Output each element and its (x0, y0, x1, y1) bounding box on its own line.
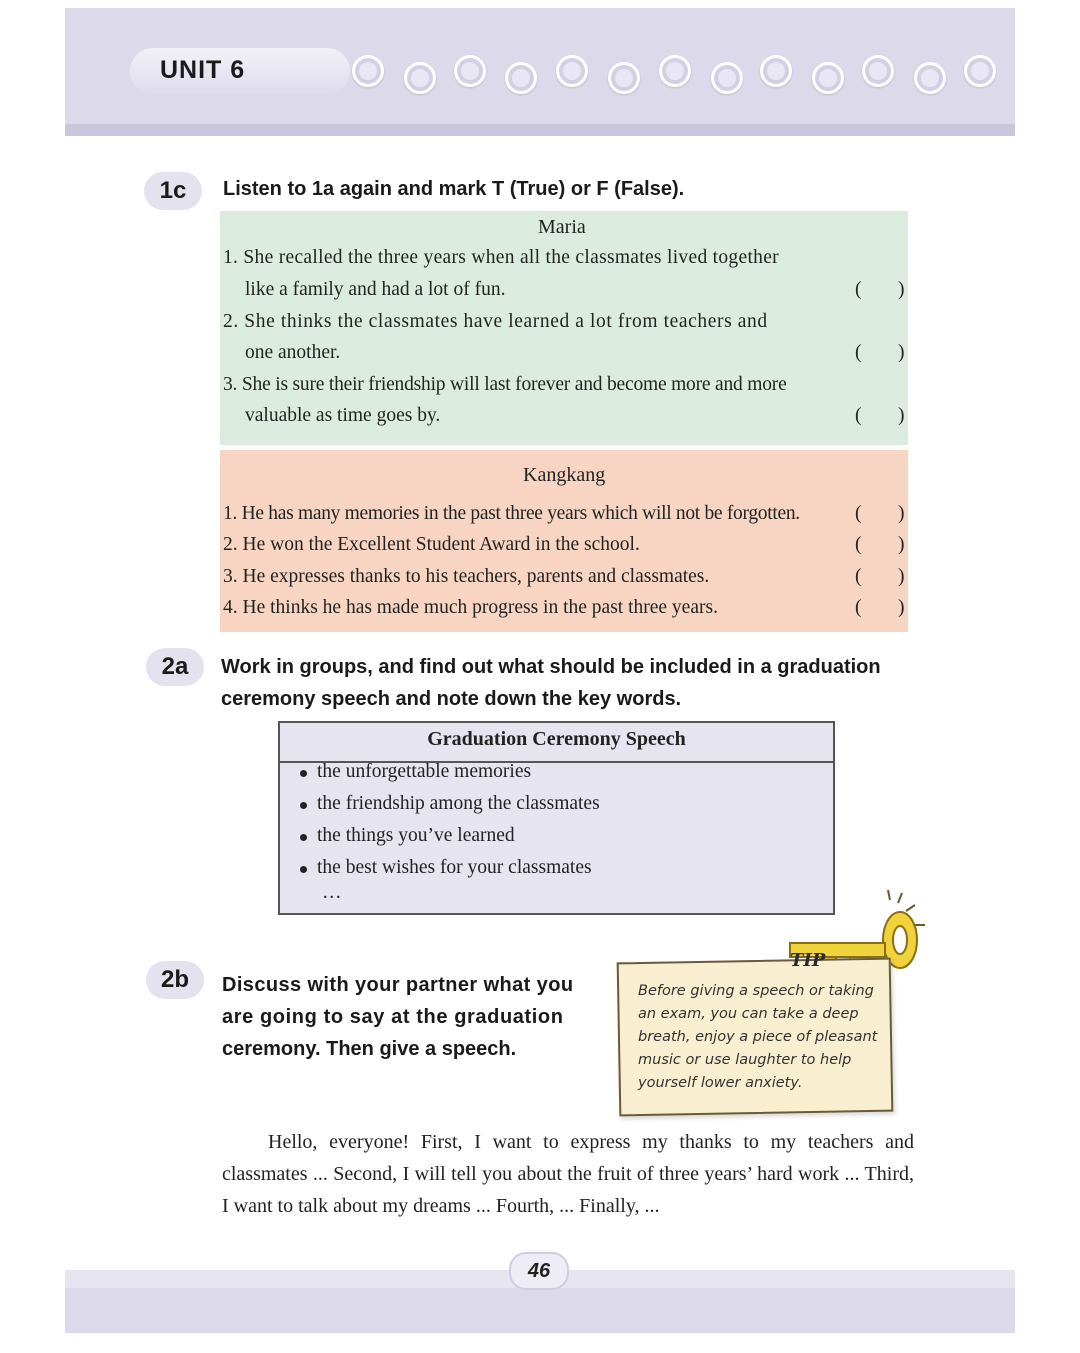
section-badge-1c: 1c (144, 172, 202, 210)
kangkang-item-2: 2. He won the Excellent Student Award in the school. (223, 534, 640, 555)
unit-label: UNIT 6 (160, 56, 246, 84)
bullet-dot (300, 834, 307, 841)
answer-paren-left: ( (855, 503, 862, 524)
graduation-speech-title: Graduation Ceremony Speech (427, 728, 686, 750)
answer-paren-right: ) (898, 503, 905, 524)
answer-paren-right: ) (898, 597, 905, 618)
maria-heading: Maria (538, 216, 586, 238)
answer-paren-right: ) (898, 342, 905, 363)
answer-paren-left: ( (855, 534, 862, 555)
page-number: 46 (509, 1252, 569, 1290)
section-badge-2a: 2a (146, 648, 204, 686)
speech-points-ellipsis: … (322, 882, 342, 903)
maria-item-1-line2: like a family and had a lot of fun. (245, 279, 506, 300)
ring-decoration (608, 62, 640, 94)
ring-decoration (505, 62, 537, 94)
tip-line: an exam, you can take a deep (638, 1006, 859, 1022)
ring-decoration (862, 55, 894, 87)
answer-paren-right: ) (898, 405, 905, 426)
sample-speech (222, 1126, 914, 1222)
tip-label: TIP (790, 950, 826, 971)
maria-item-1-line1: 1. She recalled the three years when all the classmates lived together (223, 247, 779, 268)
maria-item-2-line1: 2. She thinks the classmates have learned a lot from teachers and (223, 311, 768, 332)
answer-paren-left: ( (855, 342, 862, 363)
maria-item-2-line2: one another. (245, 342, 341, 363)
instruction-2a-line2: ceremony speech and note down the key words. (221, 688, 682, 710)
answer-paren-right: ) (898, 534, 905, 555)
bullet-dot (300, 802, 307, 809)
answer-paren-left: ( (855, 405, 862, 426)
tip-line: music or use laughter to help (638, 1052, 852, 1068)
answer-paren-right: ) (898, 279, 905, 300)
ring-decoration (352, 55, 384, 87)
speech-point-4: the best wishes for your classmates (317, 857, 592, 878)
maria-item-3-line2: valuable as time goes by. (245, 405, 441, 426)
kangkang-heading: Kangkang (523, 464, 606, 486)
answer-paren-right: ) (898, 566, 905, 587)
section-badge-2b: 2b (146, 961, 204, 999)
instruction-1c: Listen to 1a again and mark T (True) or F (False). (223, 178, 685, 200)
kangkang-item-3: 3. He expresses thanks to his teachers, parents and classmates. (223, 566, 710, 587)
ring-decoration (454, 55, 486, 87)
kangkang-item-1: 1. He has many memories in the past three years which will not be forgotten. (223, 503, 800, 524)
answer-paren-left: ( (855, 566, 862, 587)
header-strip (65, 124, 1015, 136)
speech-point-1: the unforgettable memories (317, 761, 532, 782)
bullet-dot (300, 866, 307, 873)
tip-line: Before giving a speech or taking (638, 983, 874, 999)
instruction-2b-line2: are going to say at the graduation (222, 1006, 564, 1028)
kangkang-item-4: 4. He thinks he has made much progress in the past three years. (223, 597, 718, 618)
tip-text (638, 980, 886, 1095)
ring-decoration (812, 62, 844, 94)
ring-decoration (964, 55, 996, 87)
instruction-2a-line1: Work in groups, and find out what should be included in a graduation (221, 656, 881, 678)
ring-decoration (914, 62, 946, 94)
maria-item-3-line1: 3. She is sure their friendship will last forever and become more and more (223, 374, 787, 395)
answer-paren-left: ( (855, 597, 862, 618)
ring-decoration (760, 55, 792, 87)
ring-decoration (556, 55, 588, 87)
tip-line: breath, enjoy a piece of pleasant (638, 1029, 878, 1045)
ring-decoration (711, 62, 743, 94)
answer-paren-left: ( (855, 279, 862, 300)
bullet-dot (300, 770, 307, 777)
sample-speech-text: Hello, everyone! First, I want to express my thanks to my teachers and classmates ... Second, I will tell you about the fruit of three years’ hard work ... Third, I want to talk about my dreams ... Fourth, ... Finally, ... (222, 1131, 914, 1217)
ring-decoration (659, 55, 691, 87)
speech-point-3: the things you’ve learned (317, 825, 515, 846)
instruction-2b-line1: Discuss with your partner what you (222, 974, 574, 996)
tip-line: yourself lower anxiety. (638, 1075, 803, 1091)
speech-point-2: the friendship among the classmates (317, 793, 600, 814)
ring-decoration (404, 62, 436, 94)
instruction-2b-line3: ceremony. Then give a speech. (222, 1038, 517, 1060)
